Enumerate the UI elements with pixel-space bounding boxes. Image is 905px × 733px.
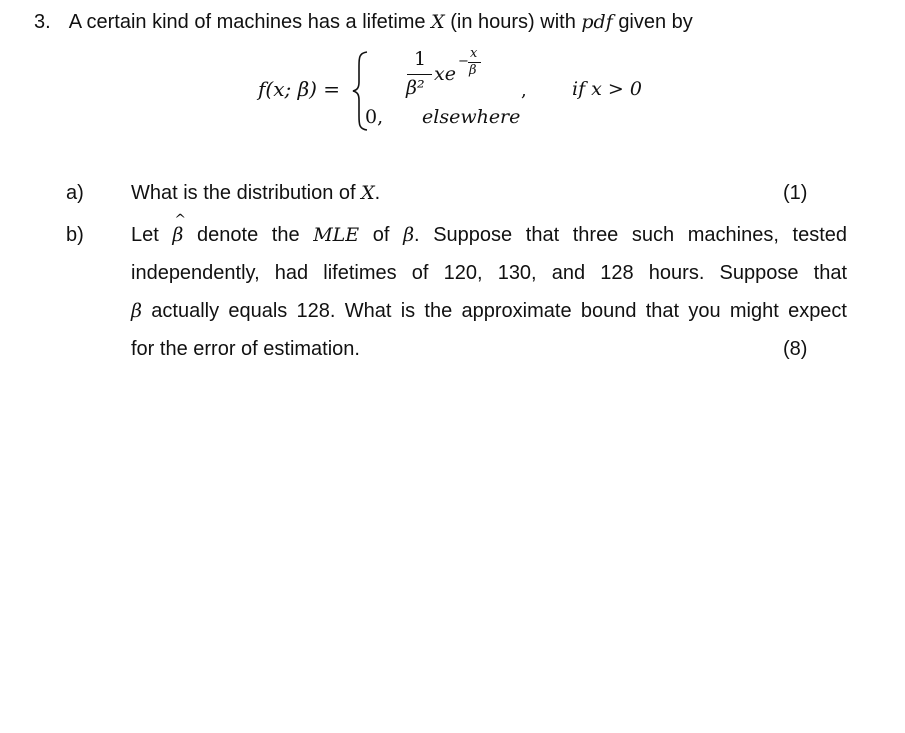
exponent-denominator: β bbox=[469, 63, 477, 78]
question-intro-middle: (in hours) with bbox=[450, 11, 576, 33]
part-a-variable: X bbox=[361, 182, 375, 204]
part-a-question: What is the distribution of bbox=[131, 182, 356, 204]
beta-hat-symbol: β bbox=[172, 224, 184, 246]
beta-hat bbox=[172, 212, 187, 246]
part-b-line-4: for the error of estimation. bbox=[131, 338, 360, 360]
question-number: 3. bbox=[34, 11, 51, 33]
variable-x: X bbox=[431, 11, 445, 33]
exponent-numerator: x bbox=[470, 46, 478, 61]
beta-symbol: β bbox=[403, 224, 415, 246]
part-b-line-2: independently, had lifetimes of 120, 130, and 128 hours. Suppose that bbox=[131, 262, 847, 284]
formula-lhs: f(x; β) = bbox=[258, 77, 341, 101]
question-intro-end: given by bbox=[618, 11, 693, 33]
part-b-let: Let bbox=[131, 224, 159, 246]
formula-condition: if x > 0 bbox=[572, 78, 642, 100]
part-b-denote: denote the bbox=[197, 224, 300, 246]
fraction-numerator: 1 bbox=[414, 48, 427, 70]
mle-term: MLE bbox=[313, 224, 360, 246]
formula-comma: , bbox=[521, 80, 527, 101]
part-b-line-3-rest: actually equals 128. What is the approximate bound that you might expect bbox=[151, 300, 847, 322]
elsewhere-case: elsewhere bbox=[422, 106, 521, 128]
part-b-line-3 bbox=[131, 300, 847, 323]
part-b-marks: (8) bbox=[783, 338, 808, 360]
part-b-label: b) bbox=[66, 224, 84, 246]
fraction-bar bbox=[407, 74, 432, 75]
part-a-text bbox=[131, 182, 380, 205]
pdf-term: pdf bbox=[581, 11, 613, 33]
part-a-label: a) bbox=[66, 182, 84, 204]
fraction-denominator: β² bbox=[406, 77, 425, 99]
part-a-period: . bbox=[374, 182, 381, 204]
formula-body: xe bbox=[434, 63, 456, 85]
exponent-sign: − bbox=[458, 54, 469, 69]
part-b-of: of bbox=[372, 224, 390, 246]
zero-case: 0, bbox=[365, 106, 384, 128]
beta-symbol-2: β bbox=[131, 300, 142, 322]
part-b-line-1-rest: . Suppose that three such machines, tested bbox=[414, 224, 847, 246]
hat-accent: ^ bbox=[174, 212, 187, 228]
question-header bbox=[34, 11, 693, 34]
part-b-line-1 bbox=[131, 212, 847, 247]
part-a-marks: (1) bbox=[783, 182, 808, 204]
question-intro: A certain kind of machines has a lifetime bbox=[68, 11, 426, 33]
